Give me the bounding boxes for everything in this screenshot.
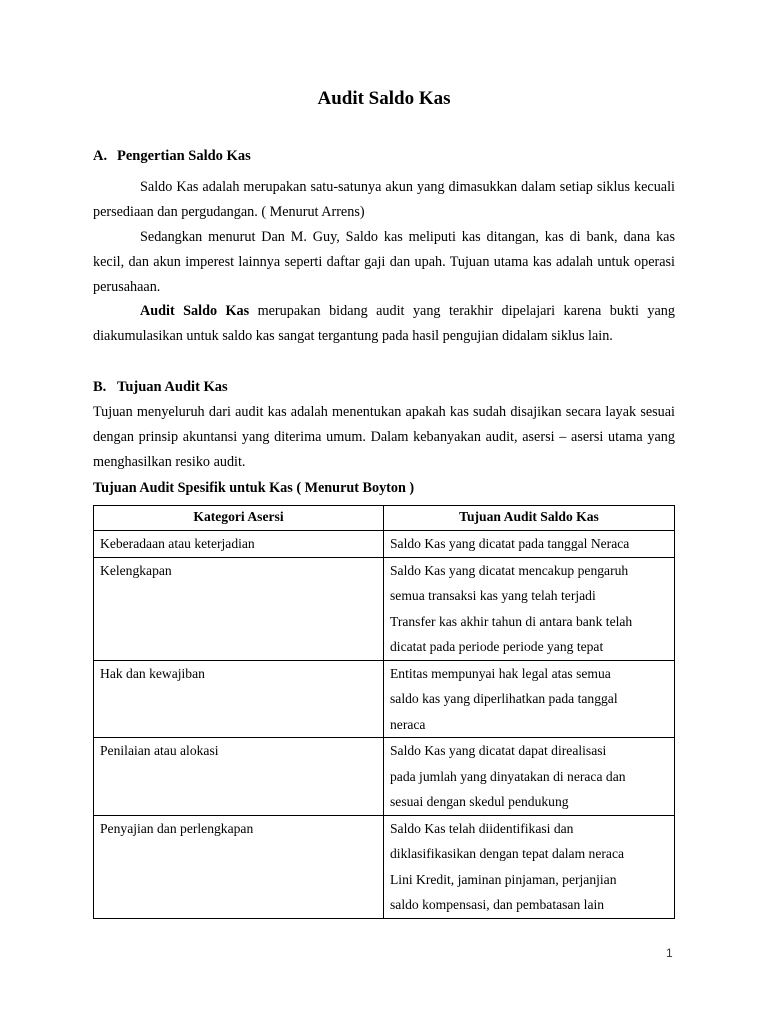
table-cell-line: Saldo Kas yang dicatat mencakup pengaruh xyxy=(390,562,629,578)
page-number: 1 xyxy=(666,946,673,960)
table-cell-tujuan xyxy=(384,738,675,816)
section-b-title: Tujuan Audit Kas xyxy=(117,379,228,395)
table-cell-line: sesuai dengan skedul pendukung xyxy=(390,794,569,809)
table-cell-kategori: Penilaian atau alokasi xyxy=(94,738,384,816)
table-cell-line: pada jumlah yang dinyatakan di neraca dan xyxy=(390,768,626,784)
section-b-heading xyxy=(93,377,228,397)
table-row xyxy=(94,531,675,558)
table-cell-line: saldo kas yang diperlihatkan pada tanggal xyxy=(390,691,618,706)
table-cell-line: diklasifikasikan dengan tepat dalam neraca xyxy=(390,846,625,861)
section-a-number: A. xyxy=(93,148,108,164)
section-b-paragraph-1: Tujuan menyeluruh dari audit kas adalah menentukan apakah kas sudah disajikan secara layak sesuai dengan prinsip akuntansi yang diterima umum. Dalam kebanyakan audit, asersi – asersi utama yang menghasilkan resiko audit. xyxy=(93,404,675,470)
table-cell-line: Saldo Kas yang dicatat dapat direalisasi xyxy=(390,743,607,758)
table-header-tujuan: Tujuan Audit Saldo Kas xyxy=(384,506,675,531)
table-cell-line: neraca xyxy=(390,716,426,732)
table-cell-kategori: Hak dan kewajiban xyxy=(94,660,384,738)
section-a-paragraph-3-rest: merupakan bidang audit yang terakhir dipelajari karena bukti yang diakumulasikan untuk saldo kas sangat tergantung pada hasil pengujian didalam siklus lain. xyxy=(93,303,675,344)
table-row xyxy=(94,738,675,816)
table-cell-tujuan xyxy=(384,815,675,918)
table-cell-tujuan xyxy=(384,531,675,558)
section-a-paragraph-1: Saldo Kas adalah merupakan satu-satunya akun yang dimasukkan dalam setiap siklus kecuali persediaan dan pergudangan. ( Menurut Arrens) xyxy=(93,179,675,220)
table-cell-tujuan xyxy=(384,660,675,738)
section-a-paragraph-2: Sedangkan menurut Dan M. Guy, Saldo kas meliputi kas ditangan, kas di bank, dana kas kecil, dan akun imperest lainnya seperti daftar gaji dan upah. Tujuan utama kas adalah untuk operasi perusahaan. xyxy=(93,229,675,295)
table-cell-line: Lini Kredit, jaminan pinjaman, perjanjian xyxy=(390,871,617,887)
section-a-paragraph-3 xyxy=(93,299,675,349)
table-row xyxy=(94,557,675,660)
table-row xyxy=(94,660,675,738)
table-header-row xyxy=(94,506,675,531)
table-row xyxy=(94,815,675,918)
table-cell-line: saldo kompensasi, dan pembatasan lain xyxy=(390,897,605,912)
table-cell-kategori: Kelengkapan xyxy=(94,557,384,660)
table-cell-tujuan xyxy=(384,557,675,660)
table-cell-line: Entitas mempunyai hak legal atas semua xyxy=(390,665,611,681)
section-a-heading xyxy=(93,146,251,166)
table-cell-line: Transfer kas akhir tahun di antara bank telah xyxy=(390,613,633,629)
table-cell-line: Saldo Kas yang dicatat pada tanggal Neraca xyxy=(390,536,630,551)
table-caption: Tujuan Audit Spesifik untuk Kas ( Menurut Boyton ) xyxy=(93,480,415,496)
section-b-number: B. xyxy=(93,379,107,395)
table-cell-line: semua transaksi kas yang telah terjadi xyxy=(390,588,596,603)
audit-saldo-kas-bold: Audit Saldo Kas xyxy=(140,303,250,319)
section-a-title: Pengertian Saldo Kas xyxy=(117,148,251,164)
table-cell-line: Saldo Kas telah diidentifikasi dan xyxy=(390,820,574,836)
page-title: Audit Saldo Kas xyxy=(317,88,451,109)
audit-objectives-table xyxy=(93,505,675,919)
table-header-kategori: Kategori Asersi xyxy=(94,506,384,531)
table-cell-kategori: Keberadaan atau keterjadian xyxy=(94,531,384,558)
table-cell-line: dicatat pada periode periode yang tepat xyxy=(390,639,604,654)
table-cell-kategori: Penyajian dan perlengkapan xyxy=(94,815,384,918)
